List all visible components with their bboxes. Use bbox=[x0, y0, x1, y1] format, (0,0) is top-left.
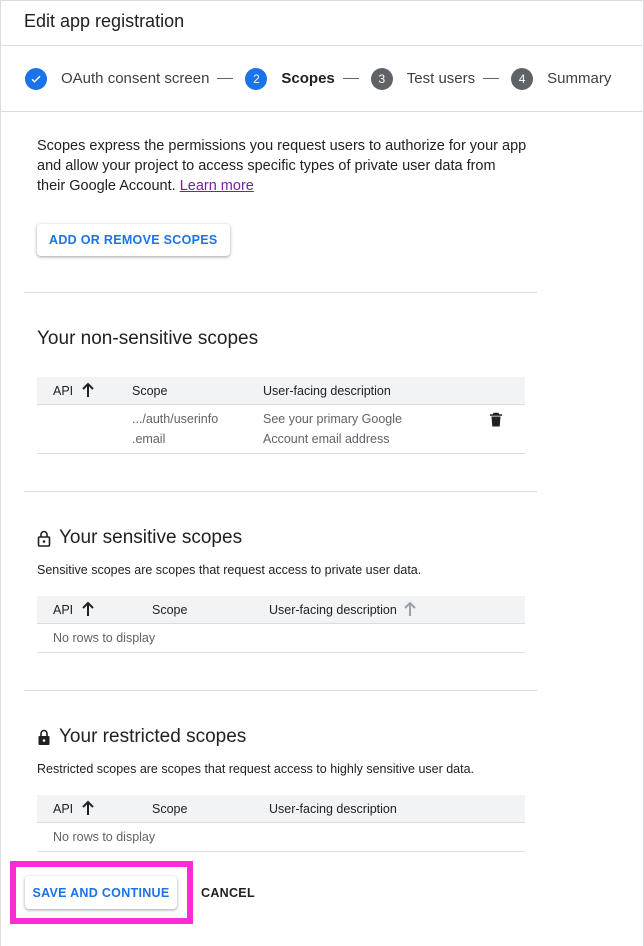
column-scope: Scope bbox=[132, 384, 168, 398]
column-api[interactable]: API bbox=[53, 384, 74, 398]
step-scopes[interactable] bbox=[245, 68, 334, 90]
step-separator bbox=[217, 78, 233, 79]
sort-arrow-up-icon[interactable] bbox=[81, 382, 95, 401]
column-description: User-facing description bbox=[263, 384, 391, 398]
restricted-title-text: Your restricted scopes bbox=[59, 726, 247, 747]
step-separator bbox=[343, 78, 359, 79]
sensitive-title bbox=[37, 527, 242, 549]
column-description: User-facing description bbox=[269, 802, 397, 816]
lock-open-icon bbox=[37, 530, 51, 547]
sensitive-title-text: Your sensitive scopes bbox=[59, 527, 243, 548]
step-number: 3 bbox=[371, 68, 393, 90]
sort-arrow-up-icon[interactable] bbox=[81, 800, 95, 819]
section-divider bbox=[24, 292, 537, 293]
section-divider bbox=[24, 491, 537, 492]
table-header bbox=[37, 596, 525, 624]
restricted-title bbox=[37, 726, 246, 748]
sort-arrow-up-icon[interactable] bbox=[403, 601, 417, 620]
table-row bbox=[37, 624, 525, 653]
title-bar bbox=[0, 0, 644, 46]
intro-text: Scopes express the permissions you request users to authorize for your app and allow your project to access specific types of private user data from their Google Account. bbox=[37, 138, 527, 194]
check-circle-icon bbox=[25, 68, 47, 90]
sensitive-table bbox=[37, 596, 525, 653]
restricted-table bbox=[37, 795, 525, 852]
sort-arrow-up-icon[interactable] bbox=[81, 601, 95, 620]
scope-line: .../auth/userinfo bbox=[132, 412, 219, 426]
lock-icon bbox=[37, 729, 51, 746]
column-api[interactable]: API bbox=[53, 802, 74, 816]
step-label: Test users bbox=[406, 70, 476, 87]
scopes-intro bbox=[37, 136, 527, 196]
column-api[interactable]: API bbox=[53, 603, 74, 617]
scope-line: .email bbox=[132, 432, 166, 446]
step-number: 2 bbox=[245, 68, 267, 90]
table-row bbox=[37, 823, 525, 852]
add-or-remove-scopes-button[interactable]: ADD OR REMOVE SCOPES bbox=[37, 224, 230, 256]
stepper bbox=[0, 46, 644, 112]
step-label: Summary bbox=[547, 70, 612, 87]
cancel-button[interactable]: CANCEL bbox=[193, 876, 263, 909]
table-header bbox=[37, 377, 525, 405]
empty-table-message: No rows to display bbox=[53, 631, 156, 645]
sensitive-description: Sensitive scopes are scopes that request access to private user data. bbox=[37, 563, 422, 577]
save-and-continue-button[interactable]: SAVE AND CONTINUE bbox=[25, 876, 177, 909]
step-oauth-consent[interactable] bbox=[25, 68, 209, 90]
empty-table-message: No rows to display bbox=[53, 830, 156, 844]
description-line: See your primary Google bbox=[263, 412, 402, 426]
step-number: 4 bbox=[511, 68, 533, 90]
learn-more-link[interactable]: Learn more bbox=[179, 178, 254, 194]
step-test-users[interactable] bbox=[371, 68, 475, 90]
step-separator bbox=[483, 78, 499, 79]
page-title: Edit app registration bbox=[24, 11, 185, 31]
description-line: Account email address bbox=[263, 432, 390, 446]
step-label: OAuth consent screen bbox=[61, 70, 210, 87]
section-divider bbox=[24, 690, 537, 691]
column-description[interactable]: User-facing description bbox=[269, 603, 397, 617]
step-label: Scopes bbox=[281, 70, 335, 87]
table-row bbox=[37, 405, 525, 454]
step-summary[interactable] bbox=[511, 68, 611, 90]
column-scope: Scope bbox=[152, 802, 188, 816]
column-scope: Scope bbox=[152, 603, 188, 617]
restricted-description: Restricted scopes are scopes that request access to highly sensitive user data. bbox=[37, 762, 475, 776]
non-sensitive-title: Your non-sensitive scopes bbox=[37, 328, 259, 349]
table-header bbox=[37, 795, 525, 823]
trash-icon[interactable] bbox=[489, 412, 503, 431]
non-sensitive-table bbox=[37, 377, 525, 454]
